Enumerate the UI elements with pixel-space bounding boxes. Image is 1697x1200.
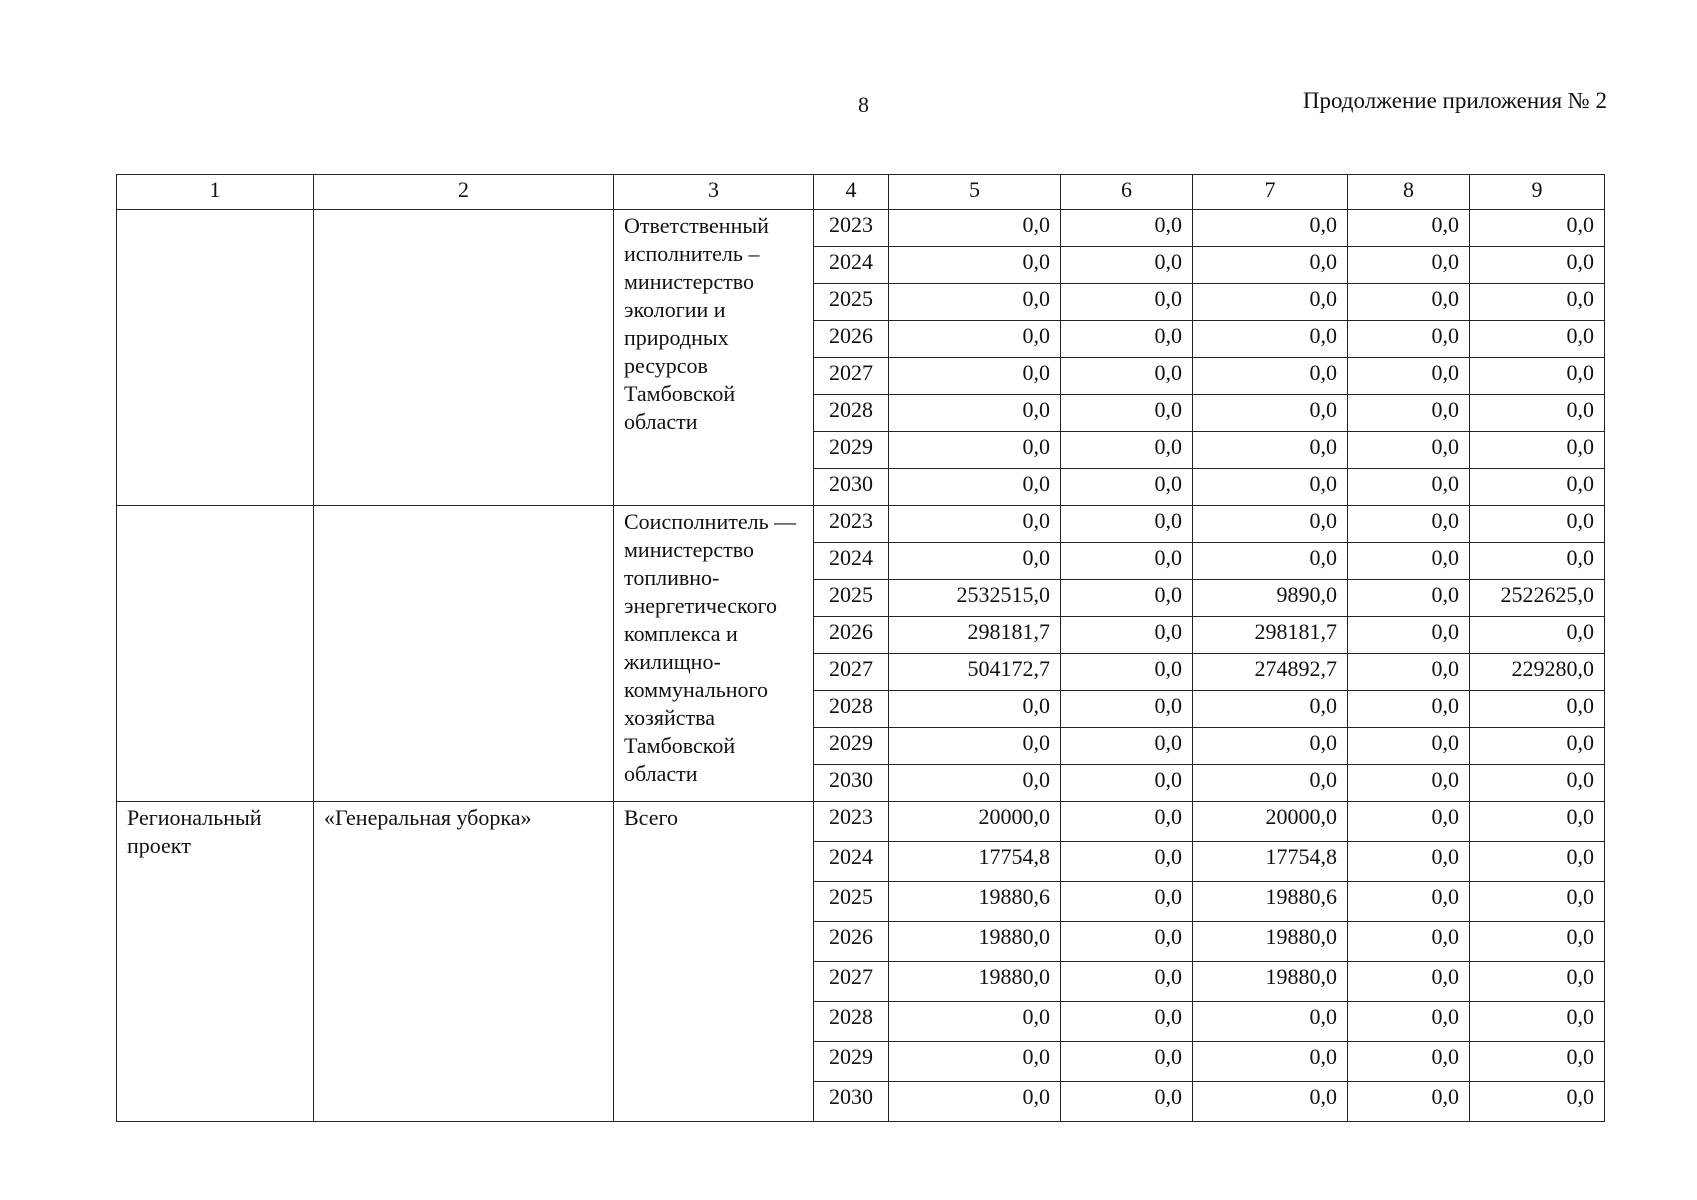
- value-cell-v6: 0,0: [1061, 1082, 1193, 1122]
- value-cell-v5: 0,0: [889, 728, 1061, 765]
- value-cell-v6: 0,0: [1061, 469, 1193, 506]
- value-cell-v5: 0,0: [889, 432, 1061, 469]
- value-cell-v7: 0,0: [1193, 321, 1348, 358]
- value-cell-v8: 0,0: [1348, 506, 1470, 543]
- value-cell-v7: 0,0: [1193, 543, 1348, 580]
- value-cell-v9: 0,0: [1470, 432, 1605, 469]
- value-cell-v5: 20000,0: [889, 802, 1061, 842]
- value-cell-v5: 0,0: [889, 1082, 1061, 1122]
- value-cell-v5: 0,0: [889, 691, 1061, 728]
- column-header: 5: [889, 175, 1061, 210]
- value-cell-v6: 0,0: [1061, 617, 1193, 654]
- value-cell-v7: 19880,0: [1193, 922, 1348, 962]
- value-cell-v6: 0,0: [1061, 210, 1193, 247]
- year-cell: 2029: [814, 432, 889, 469]
- value-cell-v5: 19880,0: [889, 962, 1061, 1002]
- value-cell-v6: 0,0: [1061, 728, 1193, 765]
- value-cell-v6: 0,0: [1061, 1042, 1193, 1082]
- value-cell-v8: 0,0: [1348, 842, 1470, 882]
- value-cell-v7: 0,0: [1193, 1002, 1348, 1042]
- year-cell: 2024: [814, 543, 889, 580]
- section-label: Региональный проект: [117, 802, 314, 1122]
- budget-table: [116, 174, 1605, 1122]
- value-cell-v8: 0,0: [1348, 210, 1470, 247]
- year-cell: 2025: [814, 882, 889, 922]
- value-cell-v9: 0,0: [1470, 210, 1605, 247]
- year-cell: 2030: [814, 1082, 889, 1122]
- value-cell-v5: 504172,7: [889, 654, 1061, 691]
- value-cell-v6: 0,0: [1061, 691, 1193, 728]
- year-cell: 2029: [814, 1042, 889, 1082]
- year-cell: 2026: [814, 922, 889, 962]
- value-cell-v9: 0,0: [1470, 765, 1605, 802]
- value-cell-v8: 0,0: [1348, 284, 1470, 321]
- section-name: «Генеральная уборка»: [314, 802, 614, 1122]
- year-cell: 2029: [814, 728, 889, 765]
- value-cell-v5: 17754,8: [889, 842, 1061, 882]
- year-cell: 2027: [814, 654, 889, 691]
- value-cell-v8: 0,0: [1348, 1042, 1470, 1082]
- value-cell-v9: 0,0: [1470, 1002, 1605, 1042]
- value-cell-v9: 0,0: [1470, 1082, 1605, 1122]
- value-cell-v9: 0,0: [1470, 962, 1605, 1002]
- section-name: [314, 210, 614, 506]
- value-cell-v6: 0,0: [1061, 962, 1193, 1002]
- value-cell-v9: 0,0: [1470, 284, 1605, 321]
- value-cell-v6: 0,0: [1061, 506, 1193, 543]
- value-cell-v8: 0,0: [1348, 247, 1470, 284]
- value-cell-v6: 0,0: [1061, 580, 1193, 617]
- section-co-executor: [117, 506, 1605, 802]
- value-cell-v5: 2532515,0: [889, 580, 1061, 617]
- section-executor: Ответственный исполнитель – министерство экологии и природных ресурсов Тамбовской области: [614, 210, 814, 506]
- year-cell: 2027: [814, 962, 889, 1002]
- value-cell-v7: 0,0: [1193, 284, 1348, 321]
- value-cell-v6: 0,0: [1061, 654, 1193, 691]
- column-header: 3: [614, 175, 814, 210]
- section-label: [117, 506, 314, 802]
- table-row: [117, 802, 1605, 842]
- value-cell-v9: 0,0: [1470, 691, 1605, 728]
- value-cell-v7: 20000,0: [1193, 802, 1348, 842]
- appendix-title: Продолжение приложения № 2: [1302, 88, 1607, 113]
- year-cell: 2023: [814, 506, 889, 543]
- value-cell-v7: 19880,0: [1193, 962, 1348, 1002]
- column-header: 1: [117, 175, 314, 210]
- value-cell-v9: 0,0: [1470, 543, 1605, 580]
- value-cell-v7: 17754,8: [1193, 842, 1348, 882]
- column-header: 8: [1348, 175, 1470, 210]
- value-cell-v8: 0,0: [1348, 691, 1470, 728]
- year-cell: 2023: [814, 210, 889, 247]
- value-cell-v9: 0,0: [1470, 802, 1605, 842]
- year-cell: 2024: [814, 842, 889, 882]
- value-cell-v5: 0,0: [889, 321, 1061, 358]
- value-cell-v9: 229280,0: [1470, 654, 1605, 691]
- value-cell-v6: 0,0: [1061, 543, 1193, 580]
- value-cell-v9: 0,0: [1470, 922, 1605, 962]
- value-cell-v8: 0,0: [1348, 728, 1470, 765]
- value-cell-v8: 0,0: [1348, 395, 1470, 432]
- column-header: 4: [814, 175, 889, 210]
- value-cell-v7: 0,0: [1193, 432, 1348, 469]
- value-cell-v8: 0,0: [1348, 654, 1470, 691]
- section-executor: Всего: [614, 802, 814, 1122]
- year-cell: 2027: [814, 358, 889, 395]
- value-cell-v6: 0,0: [1061, 432, 1193, 469]
- year-cell: 2028: [814, 691, 889, 728]
- value-cell-v7: 0,0: [1193, 1042, 1348, 1082]
- value-cell-v6: 0,0: [1061, 1002, 1193, 1042]
- value-cell-v7: 0,0: [1193, 506, 1348, 543]
- value-cell-v5: 0,0: [889, 1002, 1061, 1042]
- value-cell-v7: 0,0: [1193, 247, 1348, 284]
- value-cell-v9: 0,0: [1470, 617, 1605, 654]
- value-cell-v8: 0,0: [1348, 321, 1470, 358]
- value-cell-v7: 19880,6: [1193, 882, 1348, 922]
- value-cell-v5: 0,0: [889, 469, 1061, 506]
- year-cell: 2026: [814, 321, 889, 358]
- value-cell-v7: 274892,7: [1193, 654, 1348, 691]
- table-row: [117, 210, 1605, 247]
- section-executor: Соисполнитель — министерство топливно-энергетического комплекса и жилищно-коммунального хозяйства Тамбовской области: [614, 506, 814, 802]
- value-cell-v8: 0,0: [1348, 882, 1470, 922]
- value-cell-v8: 0,0: [1348, 432, 1470, 469]
- value-cell-v9: 0,0: [1470, 321, 1605, 358]
- year-cell: 2030: [814, 469, 889, 506]
- year-cell: 2023: [814, 802, 889, 842]
- value-cell-v7: 0,0: [1193, 358, 1348, 395]
- page-number: 8: [858, 92, 869, 117]
- value-cell-v7: 0,0: [1193, 728, 1348, 765]
- value-cell-v5: 19880,0: [889, 922, 1061, 962]
- value-cell-v8: 0,0: [1348, 1082, 1470, 1122]
- value-cell-v6: 0,0: [1061, 842, 1193, 882]
- value-cell-v8: 0,0: [1348, 765, 1470, 802]
- year-cell: 2028: [814, 1002, 889, 1042]
- column-header: 6: [1061, 175, 1193, 210]
- value-cell-v8: 0,0: [1348, 617, 1470, 654]
- value-cell-v8: 0,0: [1348, 543, 1470, 580]
- value-cell-v9: 0,0: [1470, 842, 1605, 882]
- column-header: 2: [314, 175, 614, 210]
- value-cell-v9: 0,0: [1470, 469, 1605, 506]
- value-cell-v6: 0,0: [1061, 922, 1193, 962]
- value-cell-v5: 19880,6: [889, 882, 1061, 922]
- value-cell-v5: 0,0: [889, 543, 1061, 580]
- value-cell-v6: 0,0: [1061, 882, 1193, 922]
- value-cell-v9: 0,0: [1470, 728, 1605, 765]
- value-cell-v5: 0,0: [889, 1042, 1061, 1082]
- value-cell-v9: 0,0: [1470, 882, 1605, 922]
- value-cell-v6: 0,0: [1061, 321, 1193, 358]
- section-regional-project: [117, 802, 1605, 1122]
- value-cell-v9: 0,0: [1470, 358, 1605, 395]
- section-name: [314, 506, 614, 802]
- value-cell-v8: 0,0: [1348, 922, 1470, 962]
- value-cell-v7: 9890,0: [1193, 580, 1348, 617]
- value-cell-v7: 0,0: [1193, 469, 1348, 506]
- value-cell-v6: 0,0: [1061, 802, 1193, 842]
- value-cell-v8: 0,0: [1348, 580, 1470, 617]
- value-cell-v7: 0,0: [1193, 765, 1348, 802]
- column-header: 7: [1193, 175, 1348, 210]
- column-header: 9: [1470, 175, 1605, 210]
- value-cell-v5: 0,0: [889, 358, 1061, 395]
- value-cell-v9: 0,0: [1470, 247, 1605, 284]
- value-cell-v9: 0,0: [1470, 395, 1605, 432]
- value-cell-v5: 0,0: [889, 247, 1061, 284]
- value-cell-v7: 0,0: [1193, 691, 1348, 728]
- value-cell-v6: 0,0: [1061, 284, 1193, 321]
- value-cell-v9: 2522625,0: [1470, 580, 1605, 617]
- value-cell-v5: 0,0: [889, 284, 1061, 321]
- year-cell: 2026: [814, 617, 889, 654]
- year-cell: 2025: [814, 580, 889, 617]
- value-cell-v8: 0,0: [1348, 469, 1470, 506]
- value-cell-v5: 0,0: [889, 210, 1061, 247]
- section-responsible-executor: [117, 210, 1605, 506]
- value-cell-v5: 0,0: [889, 506, 1061, 543]
- table-row: [117, 506, 1605, 543]
- year-cell: 2030: [814, 765, 889, 802]
- section-label: [117, 210, 314, 506]
- value-cell-v5: 298181,7: [889, 617, 1061, 654]
- value-cell-v8: 0,0: [1348, 962, 1470, 1002]
- value-cell-v6: 0,0: [1061, 765, 1193, 802]
- value-cell-v7: 0,0: [1193, 1082, 1348, 1122]
- year-cell: 2028: [814, 395, 889, 432]
- value-cell-v7: 0,0: [1193, 395, 1348, 432]
- value-cell-v8: 0,0: [1348, 802, 1470, 842]
- value-cell-v9: 0,0: [1470, 506, 1605, 543]
- value-cell-v9: 0,0: [1470, 1042, 1605, 1082]
- value-cell-v7: 0,0: [1193, 210, 1348, 247]
- value-cell-v8: 0,0: [1348, 1002, 1470, 1042]
- header-row: [117, 175, 1605, 210]
- year-cell: 2024: [814, 247, 889, 284]
- value-cell-v6: 0,0: [1061, 358, 1193, 395]
- value-cell-v5: 0,0: [889, 765, 1061, 802]
- value-cell-v8: 0,0: [1348, 358, 1470, 395]
- value-cell-v6: 0,0: [1061, 247, 1193, 284]
- value-cell-v7: 298181,7: [1193, 617, 1348, 654]
- year-cell: 2025: [814, 284, 889, 321]
- value-cell-v6: 0,0: [1061, 395, 1193, 432]
- value-cell-v5: 0,0: [889, 395, 1061, 432]
